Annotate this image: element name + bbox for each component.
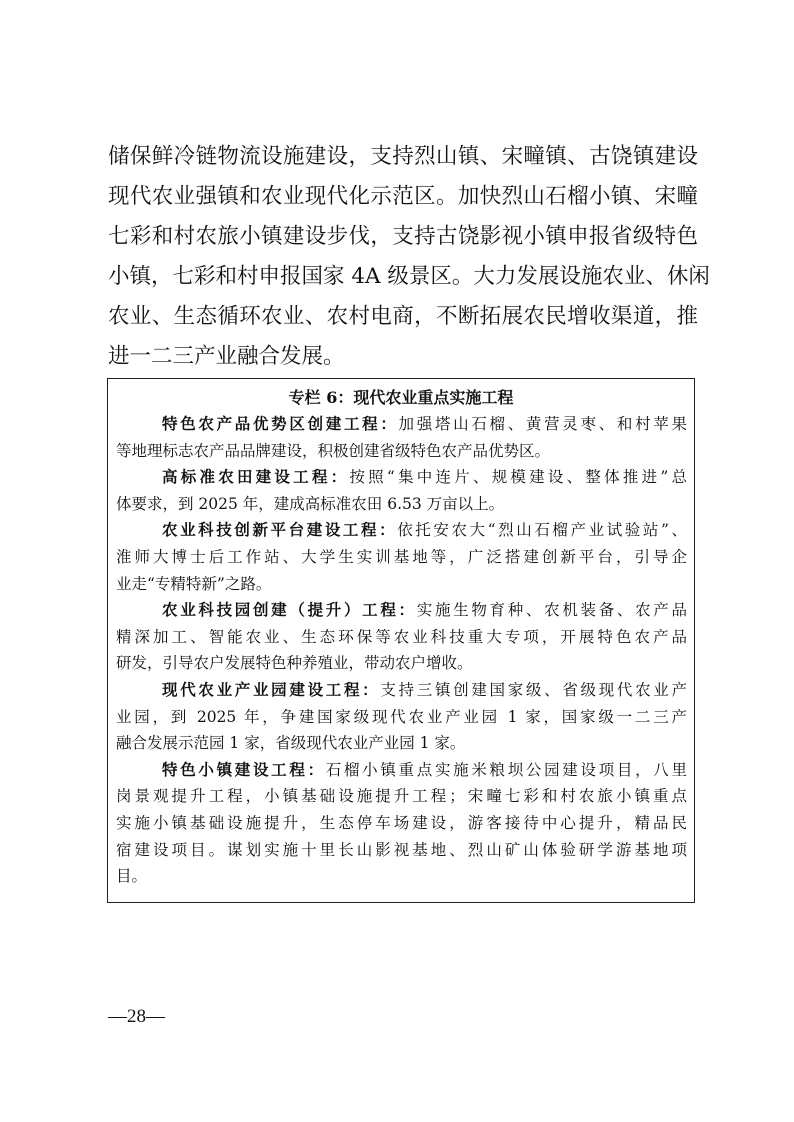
item-heading: 农业科技园创建（提升）工程： [162, 600, 417, 620]
item-line [116, 757, 687, 784]
item-line: 研发，引导农户发展特色种养殖业，带动农户增收。 [116, 654, 473, 673]
item-heading: 现代农业产业园建设工程： [162, 679, 381, 699]
item-line: 岗景观提升工程，小镇基础设施提升工程；宋疃七彩和村农旅小镇重点 [116, 787, 687, 806]
project-item [116, 597, 687, 677]
body-line: 储保鲜冷链物流设施建设，支持烈山镇、宋疃镇、古饶镇建设 [108, 144, 698, 169]
item-line: 宿建设项目。谋划实施十里长山影视基地、烈山矿山体验研学游基地项 [116, 840, 687, 859]
item-text: 依托安农大“烈山石榴产业试验站”、 [397, 521, 687, 540]
body-line: 现代农业强镇和农业现代化示范区。加快烈山石榴小镇、宋疃 [108, 184, 698, 209]
item-line [116, 517, 687, 544]
body-line: 七彩和村农旅小镇建设步伐，支持古饶影视小镇申报省级特色 [108, 224, 698, 249]
item-line: 融合发展示范园 1 家，省级现代农业产业园 1 家。 [116, 734, 466, 753]
item-line: 淮师大博士后工作站、大学生实训基地等，广泛搭建创新平台，引导企 [116, 547, 687, 566]
item-line: 精深加工、智能农业、生态环保等农业科技重大专项，开展特色农产品 [116, 627, 687, 646]
feature-box [107, 378, 695, 903]
item-line [116, 597, 687, 624]
item-heading: 特色农产品优势区创建工程： [162, 414, 399, 433]
item-text: 实施生物育种、农机装备、农产品 [416, 601, 687, 620]
item-heading: 农业科技创新平台建设工程： [162, 520, 398, 540]
item-line: 体要求，到 2025 年，建成高标准农田 6.53 万亩以上。 [116, 494, 505, 513]
project-item [116, 411, 687, 464]
project-item [116, 464, 687, 517]
body-line: 农业、生态循环农业、农村电商，不断拓展农民增收渠道，推 [108, 304, 698, 329]
box-body [116, 411, 687, 890]
item-text: 支持三镇创建国家级、省级现代农业产 [380, 680, 687, 699]
item-text: 加强塔山石榴、黄营灵枣、和村苹果 [398, 415, 687, 433]
item-line: 业园，到 2025 年，争建国家级现代农业产业园 1 家，国家级一二三产 [116, 707, 687, 726]
item-line [116, 677, 687, 704]
item-line [116, 464, 687, 491]
project-item [116, 757, 687, 890]
item-line [116, 411, 687, 438]
item-line: 目。 [116, 867, 148, 886]
body-paragraph [108, 137, 710, 377]
body-line: 进一二三产业融合发展。 [108, 344, 345, 369]
item-text: 石榴小镇重点实施米粮坝公园建设项目，八里 [325, 760, 687, 779]
item-line: 实施小镇基础设施提升，生态停车场建设，游客接待中心提升，精品民 [116, 813, 687, 832]
body-line: 小镇，七彩和村申报国家 4A 级景区。大力发展设施农业、休闲 [108, 264, 710, 289]
item-heading: 高标准农田建设工程： [162, 467, 350, 487]
box-title: 专栏 6：现代农业重点实施工程 [288, 388, 514, 407]
item-line: 等地理标志农产品品牌建设，积极创建省级特色农产品优势区。 [116, 441, 551, 460]
item-line: 业走“专精特新”之路。 [116, 574, 272, 593]
page-number: —28— [108, 1006, 165, 1027]
item-text: 按照“集中连片、规模建设、整体推进”总 [349, 468, 687, 487]
project-item [116, 677, 687, 757]
project-item [116, 517, 687, 597]
item-heading: 特色小镇建设工程： [162, 759, 326, 779]
